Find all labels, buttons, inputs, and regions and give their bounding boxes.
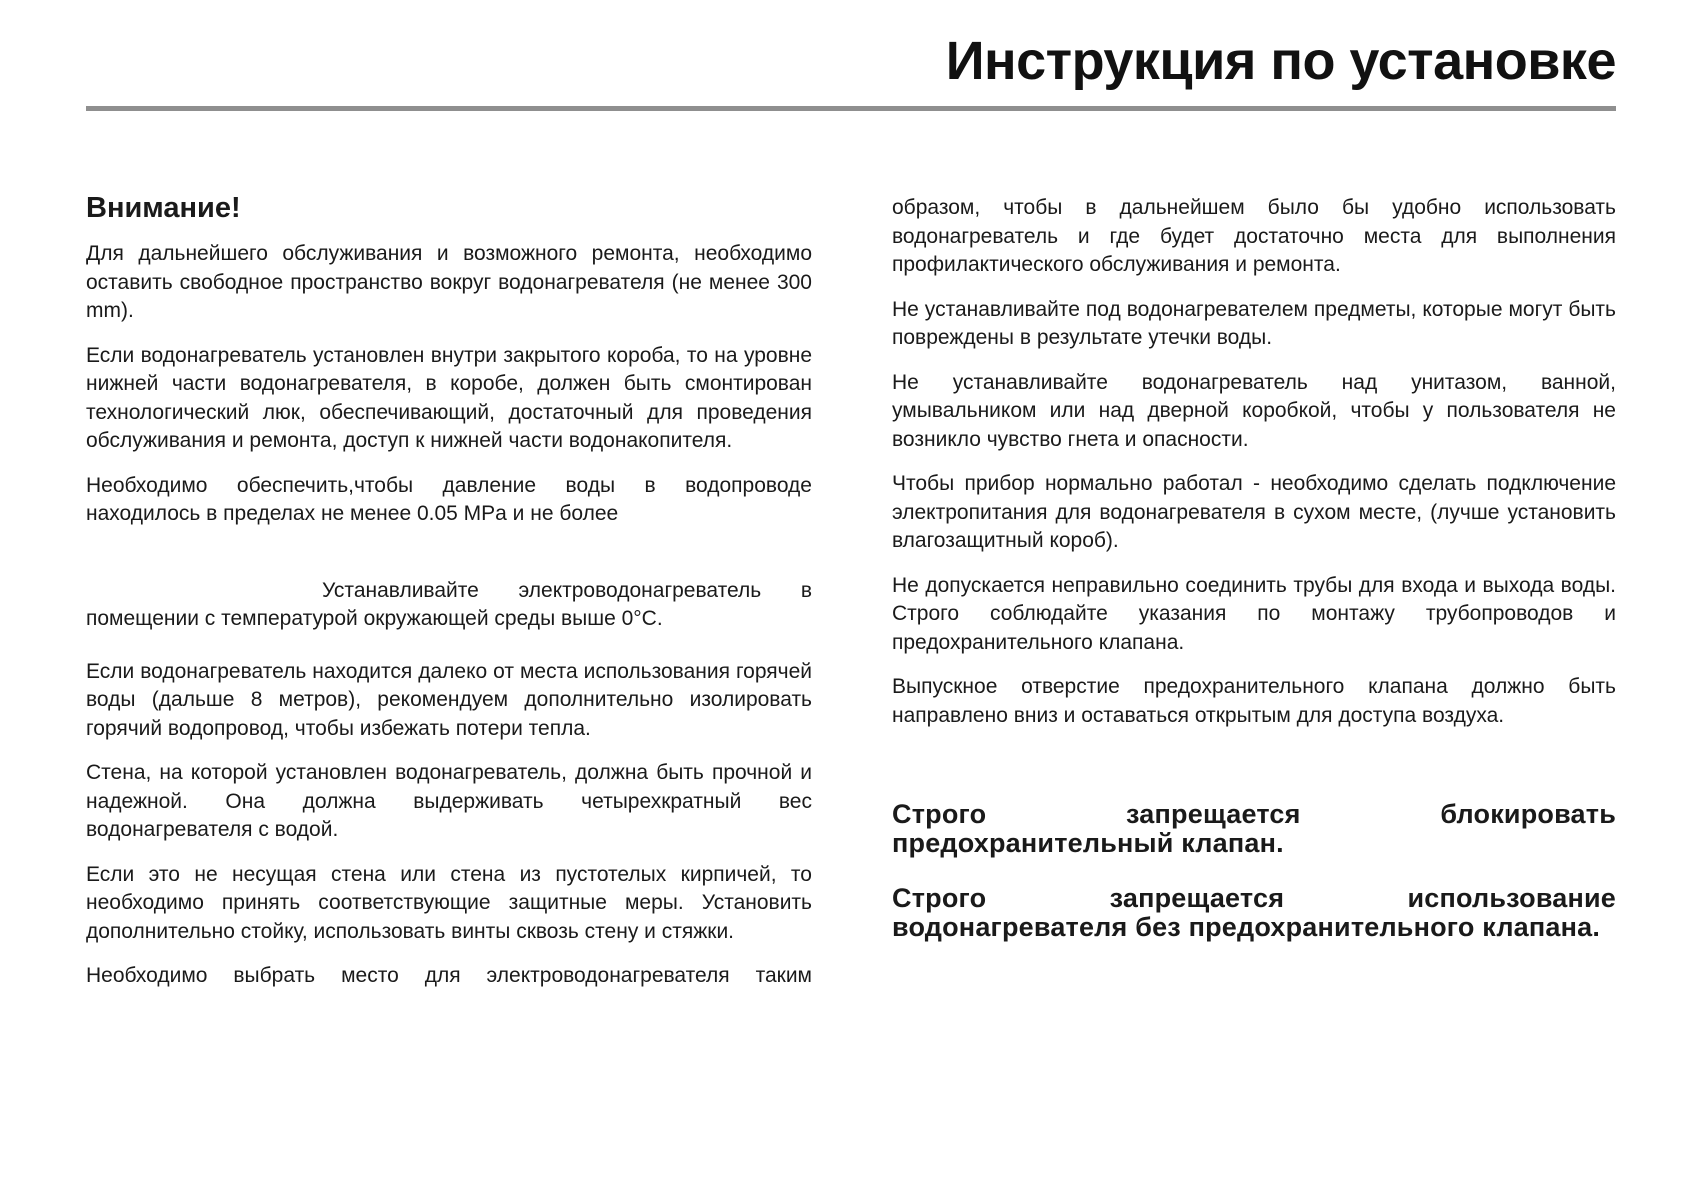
paragraph-location-continued: образом, чтобы в дальнейшем было бы удобно использовать водонагреватель и где будет достаточно места для выполнения профилактического обслуживания и ремонта. — [892, 196, 1616, 276]
attention-heading: Внимание! — [86, 192, 241, 224]
paragraph-no-install-above: Не устанавливайте водонагреватель над унитазом, ванной, умывальником или над дверной коробкой, чтобы у пользователя не возникло чувство гнета и опасности. — [892, 370, 1616, 451]
paragraph-hot-water-distance: Если водонагреватель находится далеко от места использования горячей воды (дальше 8 метров), рекомендуем дополнительно изолировать горячий водопровод, чтобы избежать потери тепла. — [86, 659, 812, 740]
paragraph-valve-outlet: Выпускное отверстие предохранительного клапана должно быть направлено вниз и оставаться открытым для доступа воздуха. — [892, 675, 1616, 727]
right-column — [892, 194, 1616, 968]
blank-gap — [86, 650, 812, 658]
paragraph-wall-strength: Стена, на которой установлен водонагреватель, должна быть прочной и надежной. Она должна выдерживать четырехкратный вес водонагревателя с водой. — [86, 761, 812, 841]
paragraph-water-pressure: Необходимо обеспечить,чтобы давление воды в водопроводе находилось в пределах не менее 0.05 MPa и не более — [86, 473, 812, 525]
paragraph-no-items-below: Не устанавливайте под водонагревателем предметы, которые могут быть повреждены в результате утечки воды. — [892, 297, 1616, 349]
left-column — [86, 190, 812, 1007]
warning-do-not-block-valve: Строго запрещается блокировать предохранительный клапан. — [892, 799, 1616, 858]
title-divider — [86, 106, 1616, 111]
paragraph-non-bearing-wall: Если это не несущая стена или стена из пустотелых кирпичей, то необходимо принять соответствующие защитные меры. Установить дополнительно стойку, использовать винты сквозь стену и стяжки. — [86, 862, 812, 943]
paragraph-power-connection: Чтобы прибор нормально работал - необходимо сделать подключение электропитания для водонагревателя в сухом месте, (лучше установить влагозащитный короб). — [892, 472, 1616, 552]
paragraph-pipe-connection: Не допускается неправильно соединить трубы для входа и выхода воды. Строго соблюдайте указания по монтажу трубопроводов и предохранительного клапана. — [892, 573, 1616, 654]
warning-do-not-use-without-valve: Строго запрещается использование водонагревателя без предохранительного клапана. — [892, 883, 1616, 942]
warnings-block — [892, 800, 1616, 942]
paragraph-room-temperature: Устанавливайте электроводонагреватель в помещении с температурой окружающей среды выше 0°C. — [86, 578, 812, 630]
paragraph-free-space: Для дальнейшего обслуживания и возможного ремонта, необходимо оставить свободное пространство вокруг водонагревателя (не менее 300 mm). — [86, 242, 812, 322]
paragraph-choose-location: Необходимо выбрать место для электроводонагревателя таким — [86, 964, 812, 987]
blank-gap — [86, 545, 812, 577]
page-title: Инструкция по установке — [945, 31, 1616, 91]
paragraph-closed-box: Если водонагреватель установлен внутри закрытого короба, то на уровне нижней части водонагревателя, в коробе, должен быть смонтирован технологический люк, обеспечивающий, достаточный для проведения обслуживания и ремонта, доступ к нижней части водонакопителя. — [86, 343, 812, 452]
